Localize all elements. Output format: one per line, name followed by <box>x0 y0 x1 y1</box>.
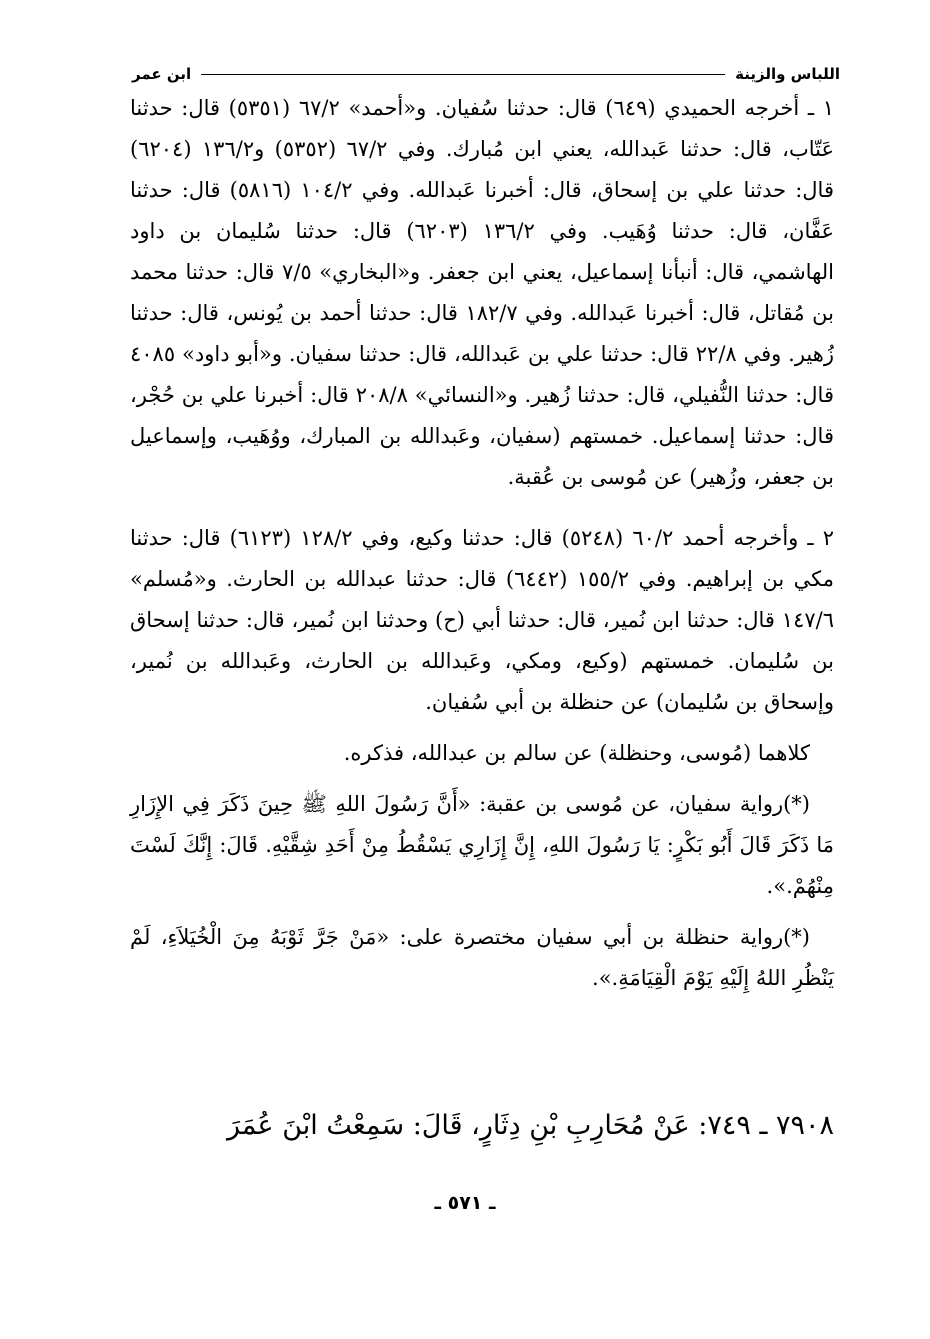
hadith-heading: ٧٩٠٨ ـ ٧٤٩: عَنْ مُحَارِبِ بْنِ دِثَارٍ، قَالَ: سَمِعْتُ ابْنَ عُمَرَ <box>227 1110 834 1141</box>
footnotes-block <box>130 88 834 999</box>
note-paragraph-1: ١ ـ أخرجه الحميدي (٦٤٩) قال: حدثنا سُفيان. و«أحمد» ٦٧/٢ (٥٣٥١) قال: حدثنا عَتّاب، قال: حدثنا عَبدالله، يعني ابن مُبارك. وفي ٦٧/٢ (٥٣٥٢) و١٣٦/٢ (٦٢٠٤) قال: حدثنا علي بن إسحاق، قال: أخبرنا عَبدالله. وفي ١٠٤/٢ (٥٨١٦) قال: حدثنا عَفَّان، قال: حدثنا وُهَيب. وفي ١٣٦/٢ (٦٢٠٣) قال: حدثنا سُليمان بن داود الهاشمي، قال: أنبأنا إسماعيل، يعني ابن جعفر. و«البخاري» ٧/٥ قال: حدثنا محمد بن مُقاتل، قال: أخبرنا عَبدالله. وفي ١٨٢/٧ قال: حدثنا أحمد بن يُونس، قال: حدثنا زُهير. وفي ٢٢/٨ قال: حدثنا علي بن عَبدالله، قال: حدثنا سفيان. و«أبو داود» ٤٠٨٥ قال: حدثنا النُّفيلي، قال: حدثنا زُهير. و«النسائي» ٢٠٨/٨ قال: أخبرنا علي بن حُجْر، قال: حدثنا إسماعيل. خمستهم (سفيان، وعَبدالله بن المبارك، ووُهَيب، وإسماعيل بن جعفر، وزُهير) عن مُوسى بن عُقبة. <box>130 96 835 489</box>
note-summary: كلاهما (مُوسى، وحنظلة) عن سالم بن عبدالله، فذكره. <box>343 741 810 765</box>
variant-narration-1: (*)رواية سفيان، عن مُوسى بن عقبة: «أَنَّ رَسُولَ اللهِ ﷺ حِينَ ذَكَرَ فِي الإِزَارِ مَا ذَكَرَ قَالَ أَبُو بَكْرٍ: يَا رَسُولَ اللهِ، إِنَّ إِزَارِي يَسْقُطُ مِنْ أَحَدِ شِقَّيْهِ. قَالَ: إِنَّكَ لَسْتَ مِنْهُمْ.». <box>130 792 834 898</box>
page-number: ـ ٥٧١ ـ <box>434 1192 496 1214</box>
running-header <box>132 62 840 86</box>
chapter-author: ابن عمر <box>132 65 192 83</box>
note-paragraph-2: ٢ ـ وأخرجه أحمد ٦٠/٢ (٥٢٤٨) قال: حدثنا وكيع، وفي ١٢٨/٢ (٦١٢٣) قال: حدثنا مكي بن إبراهيم. وفي ١٥٥/٢ (٦٤٤٢) قال: حدثنا عبدالله بن الحارث. و«مُسلم» ١٤٧/٦ قال: حدثنا ابن نُمير، قال: حدثنا أبي (ح) وحدثنا ابن نُمير، قال: حدثنا إسحاق بن سُليمان. خمستهم (وكيع، ومكي، وعَبدالله بن الحارث، وعَبدالله بن نُمير، وإسحاق بن سُليمان) عن حنظلة بن أبي سُفيان. <box>130 526 834 714</box>
variant-narration-2: (*)رواية حنظلة بن أبي سفيان مختصرة على: «مَنْ جَرَّ ثَوْبَهُ مِنَ الْخُيَلاَءِ، لَمْ يَنْظُرِ اللهُ إِلَيْهِ يَوْمَ الْقِيَامَةِ.». <box>130 925 834 990</box>
header-rule <box>201 74 725 75</box>
section-title: اللباس والزينة <box>735 65 840 83</box>
